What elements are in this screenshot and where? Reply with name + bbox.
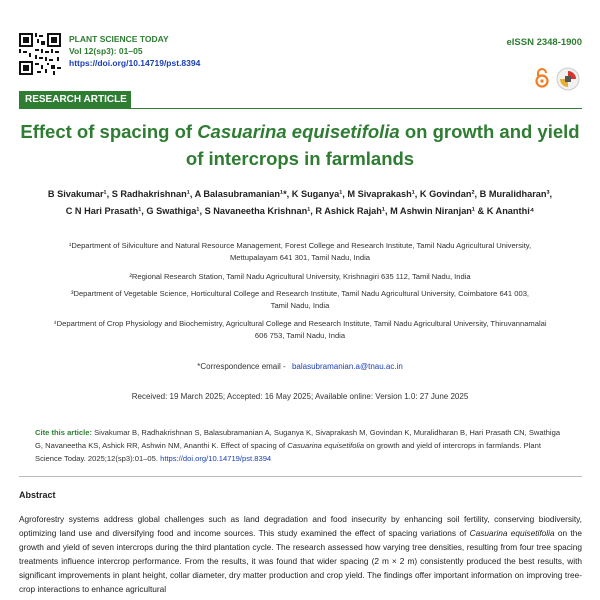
- cite-label: Cite this article:: [35, 428, 92, 437]
- publication-dates: Received: 19 March 2025; Accepted: 16 May 2025; Available online: Version 1.0: 27 June 2025: [131, 392, 469, 401]
- journal-volume: Vol 12(sp3): 01–05: [69, 46, 143, 56]
- journal-info: [69, 33, 200, 69]
- affiliation-1: ¹Department of Silviculture and Natural Resource Management, Forest College and Research Institute, Tamil Nadu Agricultural University, Mettupalayam 641 301, Tamil Nadu, India: [68, 241, 532, 262]
- authors-line-2: C N Hari Prasath¹, G Swathiga¹, S Navaneetha Krishnan¹, R Ashick Rajah¹, M Ashwin Niranjan¹ & K Ananthi⁴: [65, 206, 535, 216]
- citation-block: Cite this article: Sivakumar B, Radhakrishnan S, Balasubramanian A, Suganya K, Sivaprakash M, Govindan K, Muralidharan B, Hari Prasath CN, Swathiga G, Navaneetha KS, Ashick RR, Ashwin NM, Ananthi K. Effect of spacing of Casuarina equisetifolia on growth and yield of intercrops in farmlands. Plant Science Today. 2025;12(sp3):01–05. https://doi.org/10.14719/pst.8394: [35, 428, 561, 463]
- abstract-heading: Abstract: [19, 490, 56, 500]
- crossmark-icon[interactable]: [556, 67, 580, 91]
- abstract-text: Agroforestry systems address global challenges such as land degradation and food insecurity by enhancing soil fertility, conserving biodiversity, optimizing land use and diversifying food and income sources. This study examined the effect of spacing variations of Casuarina equisetifolia on the growth and yield of seven intercrops during the third plantation cycle. The research assessed how varying tree densities, resulting from four tree spacing treatments influence intercrop performance. From the results, it was found that wider spacing (2 m × 2 m) consistently produced the best results, with significant improvements in plant height, collar diameter, dry matter production and crop yield. The findings offer important information on improving tree-crop interactions to enhance agricultural: [19, 514, 582, 594]
- eissn: eISSN 2348-1900: [506, 37, 582, 48]
- article-title: [20, 118, 580, 172]
- journal-doi-link[interactable]: https://doi.org/10.14719/pst.8394: [69, 58, 201, 68]
- authors-line-1: B Sivakumar¹, S Radhakrishnan¹, A Balasubramanian¹*, K Suganya¹, M Sivaprakash¹, K Govindan², B Muralidharan³,: [47, 189, 553, 199]
- correspondence-label: *Correspondence email -: [197, 362, 286, 371]
- article-type-banner: RESEARCH ARTICLE: [19, 91, 131, 109]
- correspondence: [20, 362, 580, 371]
- qr-code-icon: [19, 33, 61, 75]
- affiliation-3: ³Department of Vegetable Science, Horticultural College and Research Institute, Tamil Nadu Agricultural University, Coimbatore 641 003, Tamil Nadu, India: [70, 289, 530, 310]
- journal-name: PLANT SCIENCE TODAY: [69, 34, 169, 44]
- open-access-icon[interactable]: [534, 68, 550, 88]
- title-line-2: of intercrops in farmlands: [185, 148, 415, 169]
- header-divider: [19, 108, 582, 109]
- section-divider: [19, 476, 582, 477]
- correspondence-email-link[interactable]: balasubramanian.a@tnau.ac.in: [291, 362, 403, 371]
- title-line-1: Effect of spacing of Casuarina equisetifolia on growth and yield: [20, 121, 580, 142]
- affiliation-4: ⁴Department of Crop Physiology and Biochemistry, Agricultural College and Research Institute, Tamil Nadu Agricultural University, Thiruvannamalai 606 753, Tamil Nadu, India: [53, 319, 547, 340]
- cite-doi-link[interactable]: https://doi.org/10.14719/pst.8394: [160, 454, 272, 463]
- author-list: [20, 186, 580, 220]
- affiliation-2: ²Regional Research Station, Tamil Nadu Agricultural University, Krishnagiri 635 112, Tamil Nadu, India: [129, 272, 471, 281]
